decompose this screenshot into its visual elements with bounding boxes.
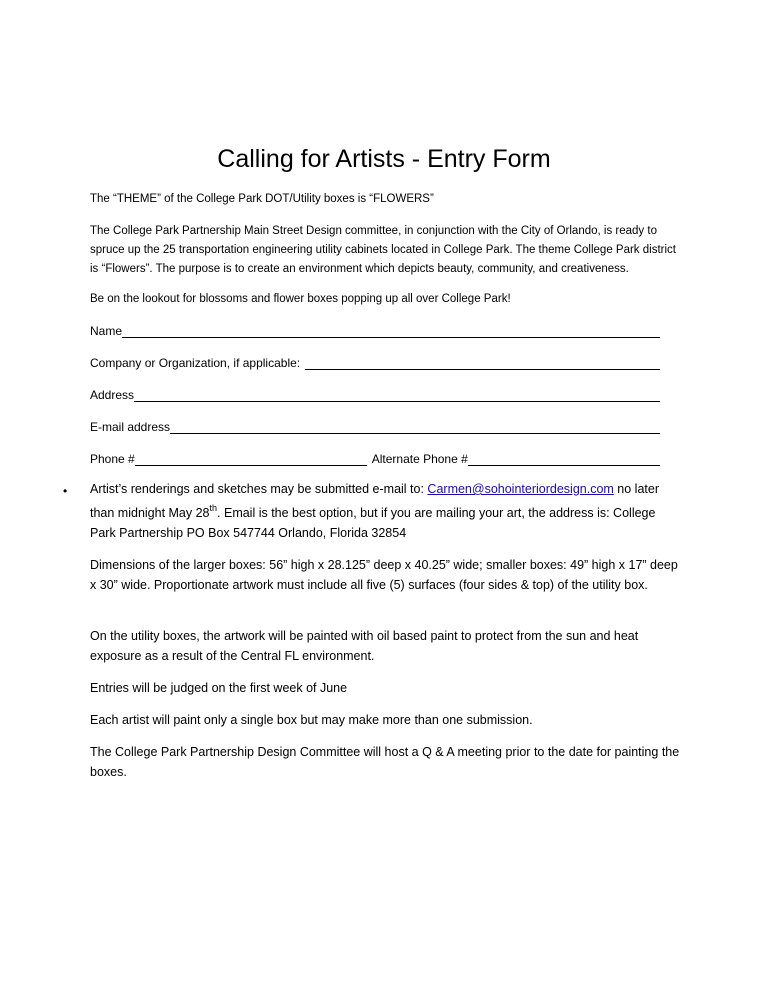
intro-line-3: is “Flowers”. The purpose is to create an environment which depicts beauty, community, and creativeness. bbox=[90, 263, 629, 275]
submission-line-3: Park Partnership PO Box 547744 Orlando, Florida 32854 bbox=[90, 526, 407, 540]
intro-line-2: spruce up the 25 transportation engineering utility cabinets located in College Park. The theme College Park district bbox=[90, 244, 676, 256]
alt-phone-label: Alternate Phone # bbox=[371, 452, 468, 466]
submission-paragraph bbox=[90, 479, 680, 543]
submission-line-1: Artist’s renderings and sketches may be submitted e-mail to: Carmen@sohointeriordesign.com no later bbox=[90, 482, 659, 496]
single-box-paragraph: Each artist will paint only a single box but may make more than one submission. bbox=[90, 713, 533, 727]
phone-blank[interactable] bbox=[135, 452, 367, 466]
page-title: Calling for Artists - Entry Form bbox=[217, 145, 551, 173]
company-blank[interactable] bbox=[305, 356, 660, 370]
company-label: Company or Organization, if applicable: bbox=[90, 356, 301, 370]
meeting-paragraph: The College Park Partnership Design Committee will host a Q & A meeting prior to the date for painting the boxes. bbox=[90, 745, 680, 779]
bullet-marker: • bbox=[63, 484, 68, 498]
submission-line-2: than midnight May 28th. Email is the best option, but if you are mailing your art, the address is: College bbox=[90, 503, 656, 520]
email-blank[interactable] bbox=[170, 420, 660, 434]
name-field[interactable] bbox=[90, 319, 660, 338]
email-label: E-mail address bbox=[90, 420, 171, 434]
address-label: Address bbox=[90, 388, 135, 402]
company-field[interactable] bbox=[90, 351, 660, 370]
judging-paragraph: Entries will be judged on the first week of June bbox=[90, 681, 348, 695]
paint-paragraph: On the utility boxes, the artwork will be painted with oil based paint to protect from the sun and heat exposure as a result of the Central FL environment. bbox=[90, 629, 639, 663]
phone-label: Phone # bbox=[90, 452, 135, 466]
phone-row bbox=[90, 447, 660, 466]
email-field[interactable] bbox=[90, 415, 660, 434]
dimensions-paragraph: Dimensions of the larger boxes: 56” high x 28.125” deep x 40.25” wide; smaller boxes: 49” high x 17” deep x 30” wide. Proportionate artwork must include all five (5) surfaces (four sides & top) of the utility box. bbox=[90, 558, 678, 592]
name-blank[interactable] bbox=[122, 324, 660, 338]
address-blank[interactable] bbox=[134, 388, 660, 402]
email-link[interactable]: Carmen@sohointeriordesign.com bbox=[427, 482, 614, 496]
name-label: Name bbox=[90, 324, 123, 338]
address-field[interactable] bbox=[90, 383, 660, 402]
intro-line-1: The College Park Partnership Main Street Design committee, in conjunction with the City of Orlando, is ready to bbox=[90, 225, 657, 237]
alt-phone-blank[interactable] bbox=[468, 452, 660, 466]
lookout-line: Be on the lookout for blossoms and flower boxes popping up all over College Park! bbox=[90, 293, 511, 305]
theme-line: The “THEME” of the College Park DOT/Utility boxes is “FLOWERS” bbox=[90, 193, 434, 205]
